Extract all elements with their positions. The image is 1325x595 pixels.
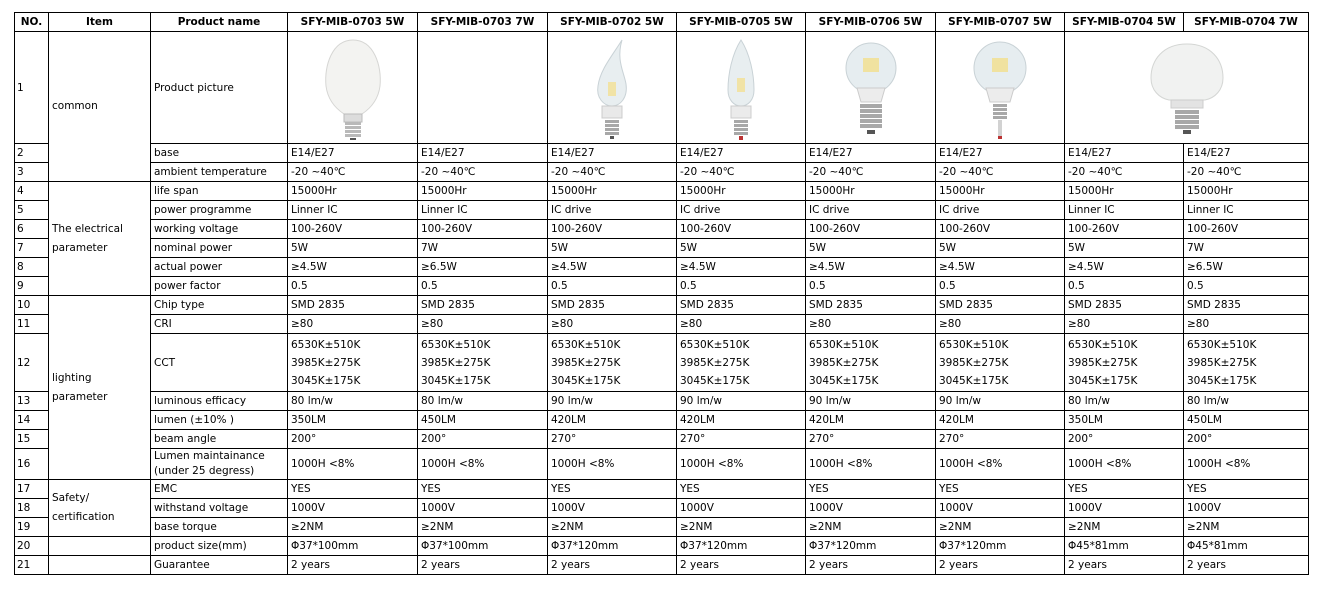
row-number: 4 xyxy=(15,182,49,201)
spec-value: 2 years xyxy=(677,556,806,575)
header-no: NO. xyxy=(15,13,49,32)
spec-value: 15000Hr xyxy=(1065,182,1184,201)
group-label: Safety/ certification xyxy=(49,480,151,537)
spec-value: 100-260V xyxy=(1065,220,1184,239)
row-number: 6 xyxy=(15,220,49,239)
spec-value: -20 ~40℃ xyxy=(288,163,418,182)
spec-value: Φ45*81mm xyxy=(1065,537,1184,556)
spec-value: 420LM xyxy=(806,411,936,430)
product-picture-cell xyxy=(936,32,1065,144)
row-number: 2 xyxy=(15,144,49,163)
spec-value: 0.5 xyxy=(806,277,936,296)
spec-value: -20 ~40℃ xyxy=(1065,163,1184,182)
spec-value: IC drive xyxy=(548,201,677,220)
item-label: lumen (±10% ) xyxy=(151,411,288,430)
spec-value: 15000Hr xyxy=(1184,182,1309,201)
spec-value: Φ37*100mm xyxy=(288,537,418,556)
item-label: power programme xyxy=(151,201,288,220)
spec-value: 5W xyxy=(677,239,806,258)
spec-value: Φ37*100mm xyxy=(418,537,548,556)
item-label: CCT xyxy=(151,334,288,392)
spec-value: 200° xyxy=(418,430,548,449)
spec-value: SMD 2835 xyxy=(288,296,418,315)
spec-value: 1000H <8% xyxy=(1184,449,1309,480)
item-label: actual power xyxy=(151,258,288,277)
spec-value: 0.5 xyxy=(1184,277,1309,296)
spec-value: 6530K±510K 3985K±275K 3045K±175K xyxy=(1184,334,1309,392)
product-picture-cell xyxy=(548,32,677,144)
table-row xyxy=(15,556,1309,575)
spec-value: YES xyxy=(288,480,418,499)
spec-value: Φ37*120mm xyxy=(548,537,677,556)
table-row xyxy=(15,201,1309,220)
table-row xyxy=(15,518,1309,537)
spec-value: 420LM xyxy=(677,411,806,430)
item-label: life span xyxy=(151,182,288,201)
spec-value: 15000Hr xyxy=(288,182,418,201)
spec-value: ≥80 xyxy=(936,315,1065,334)
spec-value: ≥4.5W xyxy=(1065,258,1184,277)
spec-value: 15000Hr xyxy=(548,182,677,201)
spec-value: SMD 2835 xyxy=(1065,296,1184,315)
spec-value: SMD 2835 xyxy=(806,296,936,315)
spec-value: 100-260V xyxy=(418,220,548,239)
row-number: 13 xyxy=(15,392,49,411)
spec-value: 100-260V xyxy=(677,220,806,239)
spec-value: 5W xyxy=(806,239,936,258)
spec-value: 1000H <8% xyxy=(548,449,677,480)
item-label: working voltage xyxy=(151,220,288,239)
row-number: 21 xyxy=(15,556,49,575)
spec-value: 450LM xyxy=(418,411,548,430)
spec-value: 15000Hr xyxy=(677,182,806,201)
spec-value: 270° xyxy=(677,430,806,449)
spec-value: ≥80 xyxy=(288,315,418,334)
spec-value: 100-260V xyxy=(288,220,418,239)
spec-value: Linner IC xyxy=(288,201,418,220)
spec-value: E14/E27 xyxy=(936,144,1065,163)
spec-value: 1000V xyxy=(1184,499,1309,518)
spec-value: 0.5 xyxy=(677,277,806,296)
spec-value: 90 lm/w xyxy=(548,392,677,411)
row-number: 20 xyxy=(15,537,49,556)
spec-value: E14/E27 xyxy=(548,144,677,163)
table-row xyxy=(15,480,1309,499)
spec-value: 420LM xyxy=(548,411,677,430)
group-label: common xyxy=(49,32,151,182)
spec-value: Φ37*120mm xyxy=(806,537,936,556)
spec-value: 100-260V xyxy=(548,220,677,239)
spec-value: 15000Hr xyxy=(418,182,548,201)
spec-value: ≥80 xyxy=(1184,315,1309,334)
spec-value: 5W xyxy=(288,239,418,258)
item-label: CRI xyxy=(151,315,288,334)
group-label xyxy=(49,537,151,556)
product-picture-cell xyxy=(677,32,806,144)
group-label xyxy=(49,556,151,575)
row-number: 17 xyxy=(15,480,49,499)
spec-value: -20 ~40℃ xyxy=(548,163,677,182)
spec-value: Linner IC xyxy=(418,201,548,220)
table-row xyxy=(15,392,1309,411)
table-row xyxy=(15,182,1309,201)
spec-value: 6530K±510K 3985K±275K 3045K±175K xyxy=(418,334,548,392)
spec-value: 80 lm/w xyxy=(288,392,418,411)
spec-value: ≥4.5W xyxy=(936,258,1065,277)
spec-value: Linner IC xyxy=(1065,201,1184,220)
table-row xyxy=(15,258,1309,277)
row-number: 12 xyxy=(15,334,49,392)
spec-value: IC drive xyxy=(677,201,806,220)
header-model: SFY-MIB-0703 7W xyxy=(418,13,548,32)
spec-value: 270° xyxy=(936,430,1065,449)
row-number: 19 xyxy=(15,518,49,537)
row-number: 16 xyxy=(15,449,49,480)
spec-value: 2 years xyxy=(806,556,936,575)
spec-value: E14/E27 xyxy=(677,144,806,163)
table-row xyxy=(15,411,1309,430)
item-label: product size(mm) xyxy=(151,537,288,556)
spec-value: ≥2NM xyxy=(548,518,677,537)
product-picture-cell xyxy=(806,32,936,144)
spec-value: SMD 2835 xyxy=(548,296,677,315)
spec-value: 1000V xyxy=(288,499,418,518)
spec-value: ≥80 xyxy=(1065,315,1184,334)
table-row xyxy=(15,239,1309,258)
spec-value: -20 ~40℃ xyxy=(806,163,936,182)
spec-value: -20 ~40℃ xyxy=(418,163,548,182)
spec-value: -20 ~40℃ xyxy=(936,163,1065,182)
group-label: The electrical parameter xyxy=(49,182,151,296)
spec-value: 90 lm/w xyxy=(936,392,1065,411)
row-number: 9 xyxy=(15,277,49,296)
spec-value: 6530K±510K 3985K±275K 3045K±175K xyxy=(548,334,677,392)
header-model: SFY-MIB-0705 5W xyxy=(677,13,806,32)
spec-value: SMD 2835 xyxy=(418,296,548,315)
table-row xyxy=(15,220,1309,239)
spec-value: IC drive xyxy=(806,201,936,220)
spec-value: YES xyxy=(418,480,548,499)
spec-value: 6530K±510K 3985K±275K 3045K±175K xyxy=(1065,334,1184,392)
spec-value: 1000V xyxy=(677,499,806,518)
row-number: 7 xyxy=(15,239,49,258)
spec-value: 0.5 xyxy=(548,277,677,296)
item-label: beam angle xyxy=(151,430,288,449)
spec-value: 90 lm/w xyxy=(677,392,806,411)
spec-value: 7W xyxy=(418,239,548,258)
header-product-name: Product name xyxy=(151,13,288,32)
table-body xyxy=(15,32,1309,575)
spec-value: 1000H <8% xyxy=(936,449,1065,480)
spec-value: 100-260V xyxy=(1184,220,1309,239)
spec-value: YES xyxy=(677,480,806,499)
spec-value: 0.5 xyxy=(936,277,1065,296)
spec-value: 1000V xyxy=(418,499,548,518)
row-number: 10 xyxy=(15,296,49,315)
bulb-picture xyxy=(318,36,388,140)
item-label: Product picture xyxy=(151,32,288,144)
product-picture-cell xyxy=(418,32,548,144)
spec-value: 1000V xyxy=(548,499,677,518)
item-label: base xyxy=(151,144,288,163)
spec-value: 5W xyxy=(1065,239,1184,258)
spec-value: 200° xyxy=(1065,430,1184,449)
spec-value: 2 years xyxy=(1184,556,1309,575)
spec-value: 1000V xyxy=(806,499,936,518)
row-number: 3 xyxy=(15,163,49,182)
spec-value: 6530K±510K 3985K±275K 3045K±175K xyxy=(806,334,936,392)
product-picture-cell xyxy=(288,32,418,144)
item-label: luminous efficacy xyxy=(151,392,288,411)
spec-value: 15000Hr xyxy=(806,182,936,201)
spec-value: 100-260V xyxy=(936,220,1065,239)
spec-value: 1000H <8% xyxy=(806,449,936,480)
header-model: SFY-MIB-0703 5W xyxy=(288,13,418,32)
spec-value: 350LM xyxy=(1065,411,1184,430)
spec-value: 5W xyxy=(548,239,677,258)
spec-value: ≥2NM xyxy=(1065,518,1184,537)
spec-value: ≥6.5W xyxy=(418,258,548,277)
item-label: EMC xyxy=(151,480,288,499)
spec-value: Linner IC xyxy=(1184,201,1309,220)
spec-value: 0.5 xyxy=(1065,277,1184,296)
spec-value: 350LM xyxy=(288,411,418,430)
spec-value: SMD 2835 xyxy=(677,296,806,315)
spec-value: YES xyxy=(806,480,936,499)
table-row xyxy=(15,537,1309,556)
item-label: Guarantee xyxy=(151,556,288,575)
item-label: nominal power xyxy=(151,239,288,258)
spec-value: ≥4.5W xyxy=(806,258,936,277)
spec-value: 80 lm/w xyxy=(1184,392,1309,411)
header-model: SFY-MIB-0702 5W xyxy=(548,13,677,32)
header-model: SFY-MIB-0704 7W xyxy=(1184,13,1309,32)
table-row xyxy=(15,449,1309,480)
spec-value: 2 years xyxy=(288,556,418,575)
row-number: 14 xyxy=(15,411,49,430)
spec-value: ≥4.5W xyxy=(548,258,677,277)
spec-value: 0.5 xyxy=(288,277,418,296)
spec-value: ≥2NM xyxy=(936,518,1065,537)
table-row xyxy=(15,334,1309,392)
spec-value: E14/E27 xyxy=(418,144,548,163)
table-row xyxy=(15,32,1309,144)
row-number: 11 xyxy=(15,315,49,334)
row-number: 1 xyxy=(15,32,49,144)
spec-value: 1000H <8% xyxy=(418,449,548,480)
spec-value: 7W xyxy=(1184,239,1309,258)
spec-value: 270° xyxy=(806,430,936,449)
spec-value: 2 years xyxy=(418,556,548,575)
spec-value: 6530K±510K 3985K±275K 3045K±175K xyxy=(288,334,418,392)
spec-value: 1000H <8% xyxy=(677,449,806,480)
spec-value: ≥2NM xyxy=(806,518,936,537)
spec-value: 90 lm/w xyxy=(806,392,936,411)
spec-value: ≥80 xyxy=(806,315,936,334)
spec-value: ≥2NM xyxy=(1184,518,1309,537)
table-row xyxy=(15,430,1309,449)
bulb-picture xyxy=(1147,38,1227,138)
table-row xyxy=(15,277,1309,296)
item-label: Lumen maintainance (under 25 degress) xyxy=(151,449,288,480)
spec-value: 1000H <8% xyxy=(288,449,418,480)
bulb-picture xyxy=(716,34,766,142)
item-label: base torque xyxy=(151,518,288,537)
spec-value: 1000V xyxy=(1065,499,1184,518)
spec-value: 6530K±510K 3985K±275K 3045K±175K xyxy=(936,334,1065,392)
spec-value: IC drive xyxy=(936,201,1065,220)
item-label: withstand voltage xyxy=(151,499,288,518)
bulb-picture xyxy=(968,36,1032,140)
header-row xyxy=(15,13,1309,32)
spec-value: E14/E27 xyxy=(806,144,936,163)
spec-value: -20 ~40℃ xyxy=(1184,163,1309,182)
header-model: SFY-MIB-0704 5W xyxy=(1065,13,1184,32)
spec-value: ≥80 xyxy=(677,315,806,334)
table-row xyxy=(15,499,1309,518)
spec-value: 200° xyxy=(1184,430,1309,449)
row-number: 8 xyxy=(15,258,49,277)
row-number: 5 xyxy=(15,201,49,220)
header-item: Item xyxy=(49,13,151,32)
spec-value: 15000Hr xyxy=(936,182,1065,201)
spec-value: 1000H <8% xyxy=(1065,449,1184,480)
group-label: lighting parameter xyxy=(49,296,151,480)
spec-value: 2 years xyxy=(548,556,677,575)
spec-value: Φ45*81mm xyxy=(1184,537,1309,556)
spec-value: -20 ~40℃ xyxy=(677,163,806,182)
spec-value: SMD 2835 xyxy=(1184,296,1309,315)
spec-value: ≥80 xyxy=(548,315,677,334)
spec-value: Φ37*120mm xyxy=(936,537,1065,556)
spec-value: 420LM xyxy=(936,411,1065,430)
row-number: 18 xyxy=(15,499,49,518)
item-label: Chip type xyxy=(151,296,288,315)
table-row xyxy=(15,296,1309,315)
spec-value: 0.5 xyxy=(418,277,548,296)
spec-value: 450LM xyxy=(1184,411,1309,430)
spec-value: YES xyxy=(1184,480,1309,499)
row-number: 15 xyxy=(15,430,49,449)
spec-value: E14/E27 xyxy=(288,144,418,163)
spec-value: 200° xyxy=(288,430,418,449)
table-row xyxy=(15,163,1309,182)
spec-value: 1000V xyxy=(936,499,1065,518)
spec-value: SMD 2835 xyxy=(936,296,1065,315)
spec-value: 80 lm/w xyxy=(418,392,548,411)
spec-value: Φ37*120mm xyxy=(677,537,806,556)
spec-value: ≥4.5W xyxy=(288,258,418,277)
spec-table xyxy=(14,12,1309,575)
spec-value: 2 years xyxy=(1065,556,1184,575)
header-model: SFY-MIB-0707 5W xyxy=(936,13,1065,32)
spec-value: ≥2NM xyxy=(677,518,806,537)
spec-value: ≥6.5W xyxy=(1184,258,1309,277)
spec-value: 2 years xyxy=(936,556,1065,575)
table-row xyxy=(15,315,1309,334)
item-label: ambient temperature xyxy=(151,163,288,182)
header-model: SFY-MIB-0706 5W xyxy=(806,13,936,32)
spec-value: YES xyxy=(936,480,1065,499)
spec-value: 6530K±510K 3985K±275K 3045K±175K xyxy=(677,334,806,392)
spec-value: E14/E27 xyxy=(1065,144,1184,163)
product-picture-cell xyxy=(1065,32,1309,144)
spec-value: ≥2NM xyxy=(288,518,418,537)
spec-value: YES xyxy=(548,480,677,499)
spec-value: ≥4.5W xyxy=(677,258,806,277)
spec-value: 80 lm/w xyxy=(1065,392,1184,411)
spec-value: ≥2NM xyxy=(418,518,548,537)
item-label: power factor xyxy=(151,277,288,296)
spec-value: YES xyxy=(1065,480,1184,499)
bulb-picture xyxy=(839,36,903,140)
table-row xyxy=(15,144,1309,163)
spec-value: E14/E27 xyxy=(1184,144,1309,163)
spec-value: ≥80 xyxy=(418,315,548,334)
spec-value: 5W xyxy=(936,239,1065,258)
spec-value: 100-260V xyxy=(806,220,936,239)
bulb-picture xyxy=(582,36,642,140)
spec-value: 270° xyxy=(548,430,677,449)
